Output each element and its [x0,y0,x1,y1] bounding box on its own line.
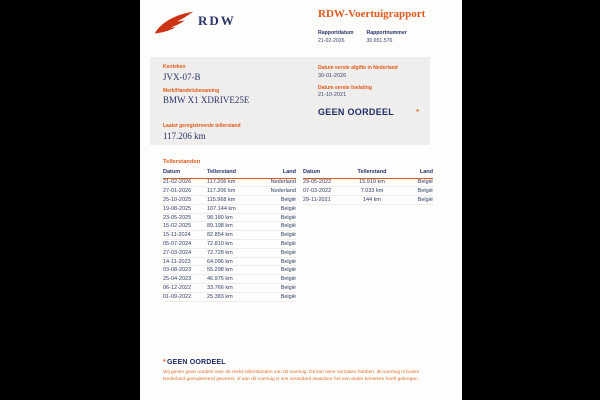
table-header-row [163,169,296,179]
table-row [163,266,296,275]
table-row [163,293,296,302]
table-row [163,275,296,284]
row-reading: 82.854 km [207,232,233,239]
table-row [163,222,296,231]
col-header-tellerstand: Tellerstand [207,169,236,175]
row-date: 25-10-2025 [163,196,192,203]
row-date: 27-03-2024 [163,249,192,256]
rdw-wing-icon [153,9,195,36]
row-reading: 72.810 km [207,240,233,247]
footnote-title-text: GEEN OORDEEL [166,359,226,366]
rapportnummer-label: Rapportnummer [366,30,407,36]
vehicle-panel-right-column [318,65,398,117]
col-header-datum: Datum [303,169,321,175]
row-reading: 115.968 km [207,196,236,203]
row-reading: 98.180 km [207,214,233,221]
row-country: België [280,240,296,247]
row-date: 19-08-2025 [163,205,192,212]
tellerstanden-table-right [303,169,433,205]
table-row [163,187,296,196]
row-reading: 33.766 km [207,284,233,291]
footnote-text: Wij geven geen oordeel over de reeks tellerstanden van dit voertuig. Dit kan twee oorzaken hebben: dit voertuig is buiten Nederland geregistreerd geweest, of aan dit voertuig is iets veranderd waardoor het een ander kenteken heeft gekregen. [163,370,420,382]
row-country: België [280,276,296,283]
row-country: België [280,258,296,265]
row-reading: 144 km [362,196,382,203]
table-row [163,240,296,249]
row-date: 14-11-2023 [163,258,191,265]
rapportdatum-label: Rapportdatum [318,30,354,36]
tellerstanden-table-left [163,169,296,302]
kenteken-value: JVX-07-B [163,71,201,82]
row-date: 03-08-2023 [163,267,192,274]
row-date: 25-04-2023 [163,276,192,283]
table-body [303,179,433,205]
laatste-tellerstand-value: 117.206 km [163,130,206,141]
table-row [303,187,433,196]
col-header-datum: Datum [163,169,181,175]
table-body [163,179,296,302]
toelating-value: 21-10-2021 [318,92,347,98]
footnote-asterisk: * [163,359,166,366]
merk-label: Merk/Handelsbenaming [163,87,220,94]
row-date: 05-07-2024 [163,240,192,247]
row-country: Nederland [270,179,296,186]
row-country: België [280,232,296,239]
merk-value: BMW X1 XDRIVE25E [163,95,250,105]
row-reading: 7.033 km [360,188,384,195]
tellerstanden-heading: Tellerstanden [163,159,201,165]
row-date: 15-11-2024 [163,232,191,239]
row-country: België [280,223,296,230]
kenteken-label: Kenteken [163,64,186,70]
row-reading: 55.298 km [207,267,233,274]
row-country: België [280,284,296,291]
table-header-row [303,169,433,179]
row-date: 01-09-2022 [163,293,192,300]
row-date: 27-01-2026 [163,188,192,195]
row-date: 29-05-2022 [303,179,332,186]
col-header-land: Land [419,169,433,175]
table-row [163,179,296,188]
row-country: België [417,179,433,186]
row-country: België [417,188,433,195]
row-country: België [417,196,433,203]
table-row [163,214,296,223]
rapportnummer-block [366,30,406,44]
row-reading: 89.198 km [207,223,233,230]
table-row [163,196,296,205]
table-row [163,205,296,214]
row-date: 15-02-2025 [163,223,192,230]
row-date: 07-03-2022 [303,188,332,195]
row-reading: 117.206 km [207,188,236,195]
table-row [163,249,296,258]
col-header-tellerstand: Tellerstand [357,169,387,175]
row-country: België [280,196,296,203]
row-reading: 25.383 km [207,293,233,300]
row-reading: 117.206 km [207,179,236,186]
row-date: 29-11-2021 [303,196,331,203]
table-row [163,284,296,293]
rapportnummer-value: 30.651.576 [366,38,393,44]
row-country: België [280,267,296,274]
afgifte-label: Datum eerste afgifte in Nederland [318,65,398,71]
row-country: Nederland [270,188,296,195]
row-reading: 15.919 km [359,179,385,186]
rdw-logo [153,9,236,36]
col-header-land: Land [282,169,296,175]
laatste-tellerstand-label: Laatst geregistreerde tellerstand [163,123,241,129]
table-row [163,231,296,240]
table-row [303,179,433,188]
report-meta [318,30,407,44]
row-date: 23-05-2025 [163,214,192,221]
row-reading: 72.728 km [207,249,233,256]
row-date: 21-02-2026 [163,179,192,186]
rapportdatum-value: 21-02-2026 [318,38,345,44]
table-row [303,196,433,205]
vehicle-panel-left-column [163,64,249,147]
row-country: België [280,293,296,300]
row-reading: 46.975 km [207,276,233,283]
table-row [163,258,296,267]
row-reading: 64.096 km [207,258,233,265]
oordeel-asterisk: * [416,109,419,116]
afgifte-value: 30-01-2026 [318,72,347,79]
vehicle-summary-panel [150,57,430,145]
row-date: 06-12-2022 [163,284,192,291]
row-country: België [280,214,296,221]
rdw-logo-text: RDW [198,12,236,28]
rapportdatum-block [318,30,353,44]
report-title: RDW-Voertuigrapport [318,8,426,20]
footnote [163,359,421,383]
footnote-title [163,359,421,366]
report-page [140,0,462,400]
oordeel-badge: GEEN OORDEEL [318,107,395,117]
row-country: België [280,249,296,256]
row-country: België [280,205,296,212]
toelating-label: Datum eerste toelating [318,84,372,91]
row-reading: 107.144 km [207,205,236,212]
